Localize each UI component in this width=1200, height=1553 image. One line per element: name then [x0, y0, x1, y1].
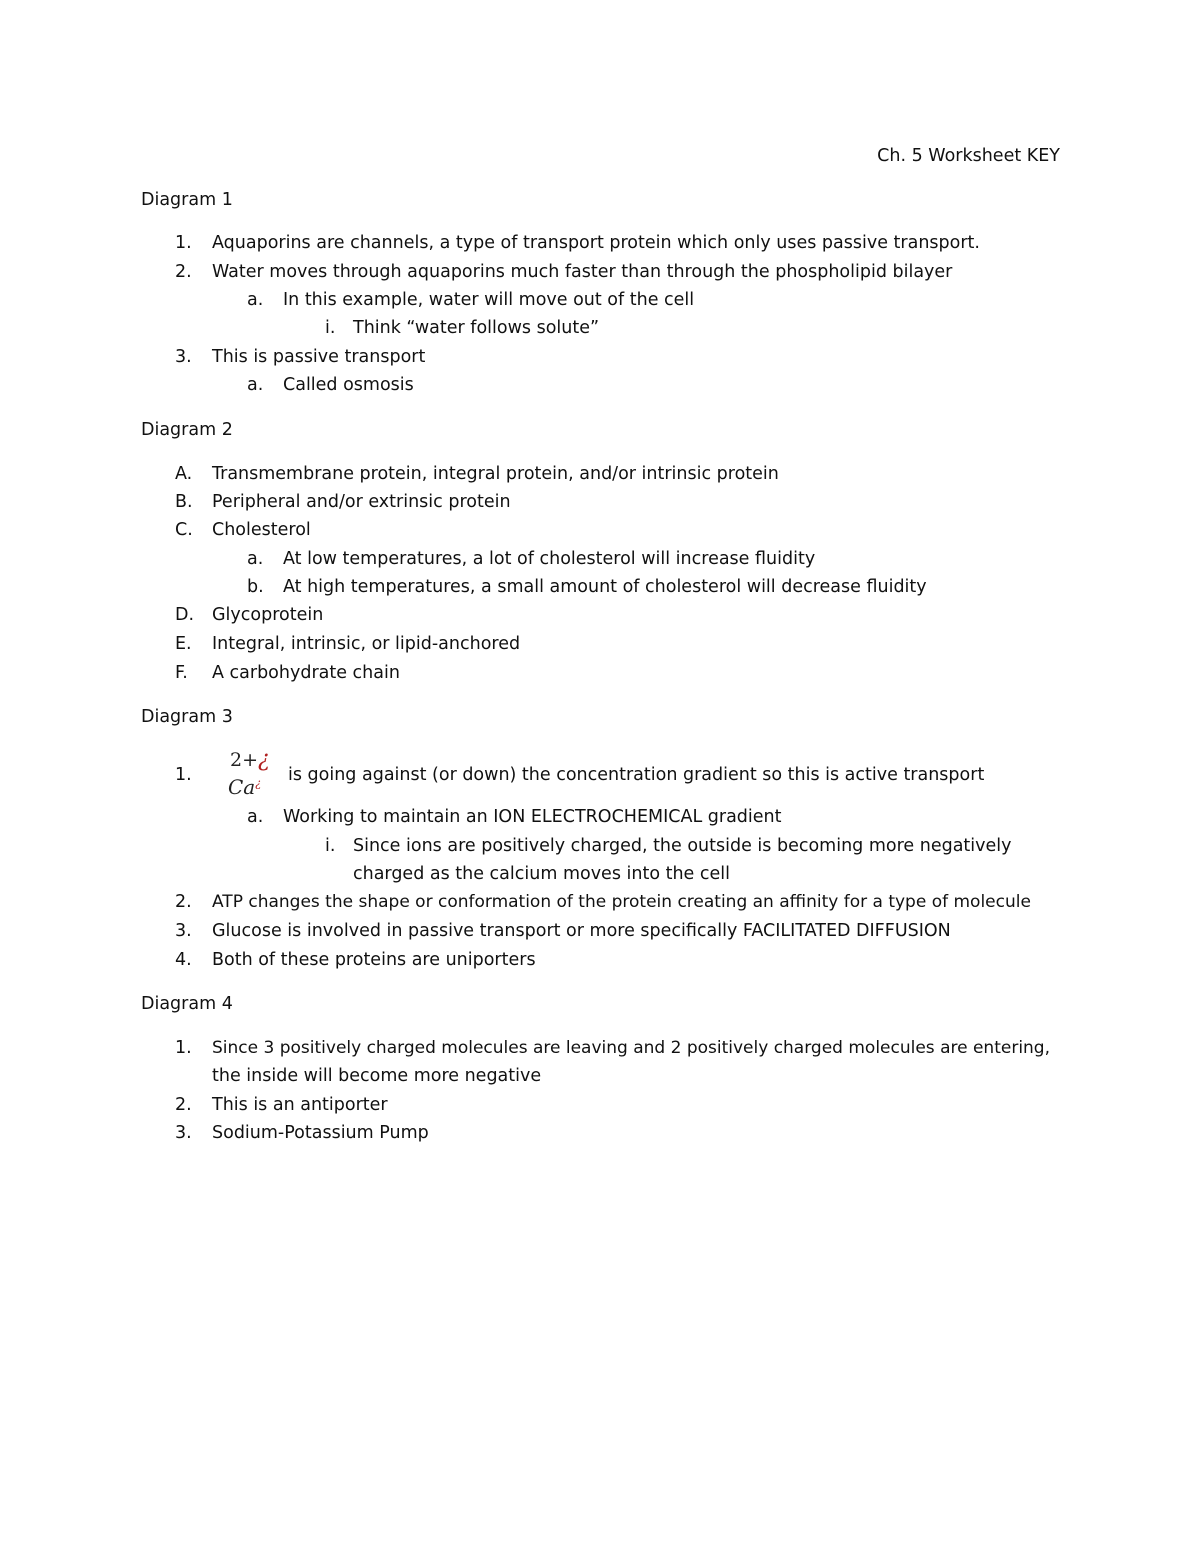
list-letter: a. — [247, 807, 264, 827]
list-item: In this example, water will move out of the cell — [283, 290, 695, 310]
list-letter: a. — [247, 375, 264, 395]
list-number: 2. — [175, 1095, 192, 1115]
list-item: This is an antiporter — [212, 1095, 388, 1115]
list-item: Aquaporins are channels, a type of transport protein which only uses passive transport. — [212, 233, 980, 253]
list-item: Glycoprotein — [212, 605, 324, 625]
list-number: 2. — [175, 262, 192, 282]
list-number: 2. — [175, 892, 192, 912]
list-letter: b. — [247, 577, 264, 597]
list-item: Since ions are positively charged, the outside is becoming more negatively — [353, 836, 1012, 856]
list-number: 3. — [175, 347, 192, 367]
list-letter: D. — [175, 605, 195, 625]
list-item: At low temperatures, a lot of cholesterol will increase fluidity — [283, 549, 816, 569]
list-item: Think “water follows solute” — [353, 318, 600, 338]
list-item: Sodium-Potassium Pump — [212, 1123, 429, 1143]
document-title: Ch. 5 Worksheet KEY — [877, 146, 1060, 166]
diagram-2-heading: Diagram 2 — [141, 420, 233, 440]
list-item: Glucose is involved in passive transport or more specifically FACILITATED DIFFUSION — [212, 921, 951, 941]
list-item: ATP changes the shape or conformation of the protein creating an affinity for a type of molecule — [212, 892, 1031, 912]
list-roman: i. — [325, 836, 336, 856]
list-item: This is passive transport — [212, 347, 426, 367]
list-item: A carbohydrate chain — [212, 663, 400, 683]
list-item: At high temperatures, a small amount of cholesterol will decrease fluidity — [283, 577, 927, 597]
list-letter: a. — [247, 290, 264, 310]
list-letter: E. — [175, 634, 192, 654]
list-item: is going against (or down) the concentration gradient so this is active transport — [288, 765, 985, 785]
list-item: Since 3 positively charged molecules are leaving and 2 positively charged molecules are entering, — [212, 1038, 1051, 1058]
list-item: Both of these proteins are uniporters — [212, 950, 536, 970]
list-letter: F. — [175, 663, 188, 683]
list-item: Transmembrane protein, integral protein, and/or intrinsic protein — [212, 464, 779, 484]
list-item: Cholesterol — [212, 520, 311, 540]
list-number: 3. — [175, 1123, 192, 1143]
list-number: 4. — [175, 950, 192, 970]
list-item: Peripheral and/or extrinsic protein — [212, 492, 511, 512]
list-letter: C. — [175, 520, 193, 540]
diagram-4-heading: Diagram 4 — [141, 994, 233, 1014]
diagram-1-heading: Diagram 1 — [141, 190, 233, 210]
list-number: 3. — [175, 921, 192, 941]
list-item-continuation: charged as the calcium moves into the cell — [353, 864, 730, 884]
list-letter: a. — [247, 549, 264, 569]
list-item-continuation: the inside will become more negative — [212, 1066, 542, 1086]
formula-element: Ca¿ — [228, 775, 262, 799]
list-item: Integral, intrinsic, or lipid-anchored — [212, 634, 521, 654]
list-letter: B. — [175, 492, 193, 512]
list-number: 1. — [175, 1038, 192, 1058]
list-letter: A. — [175, 464, 193, 484]
list-number: 1. — [175, 765, 192, 785]
formula-charge: 2+¿ — [230, 747, 270, 772]
list-number: 1. — [175, 233, 192, 253]
list-roman: i. — [325, 318, 336, 338]
list-item: Called osmosis — [283, 375, 414, 395]
list-item: Water moves through aquaporins much faster than through the phospholipid bilayer — [212, 262, 953, 282]
diagram-3-heading: Diagram 3 — [141, 707, 233, 727]
list-item: Working to maintain an ION ELECTROCHEMICAL gradient — [283, 807, 782, 827]
calcium-ion-formula — [228, 747, 280, 803]
